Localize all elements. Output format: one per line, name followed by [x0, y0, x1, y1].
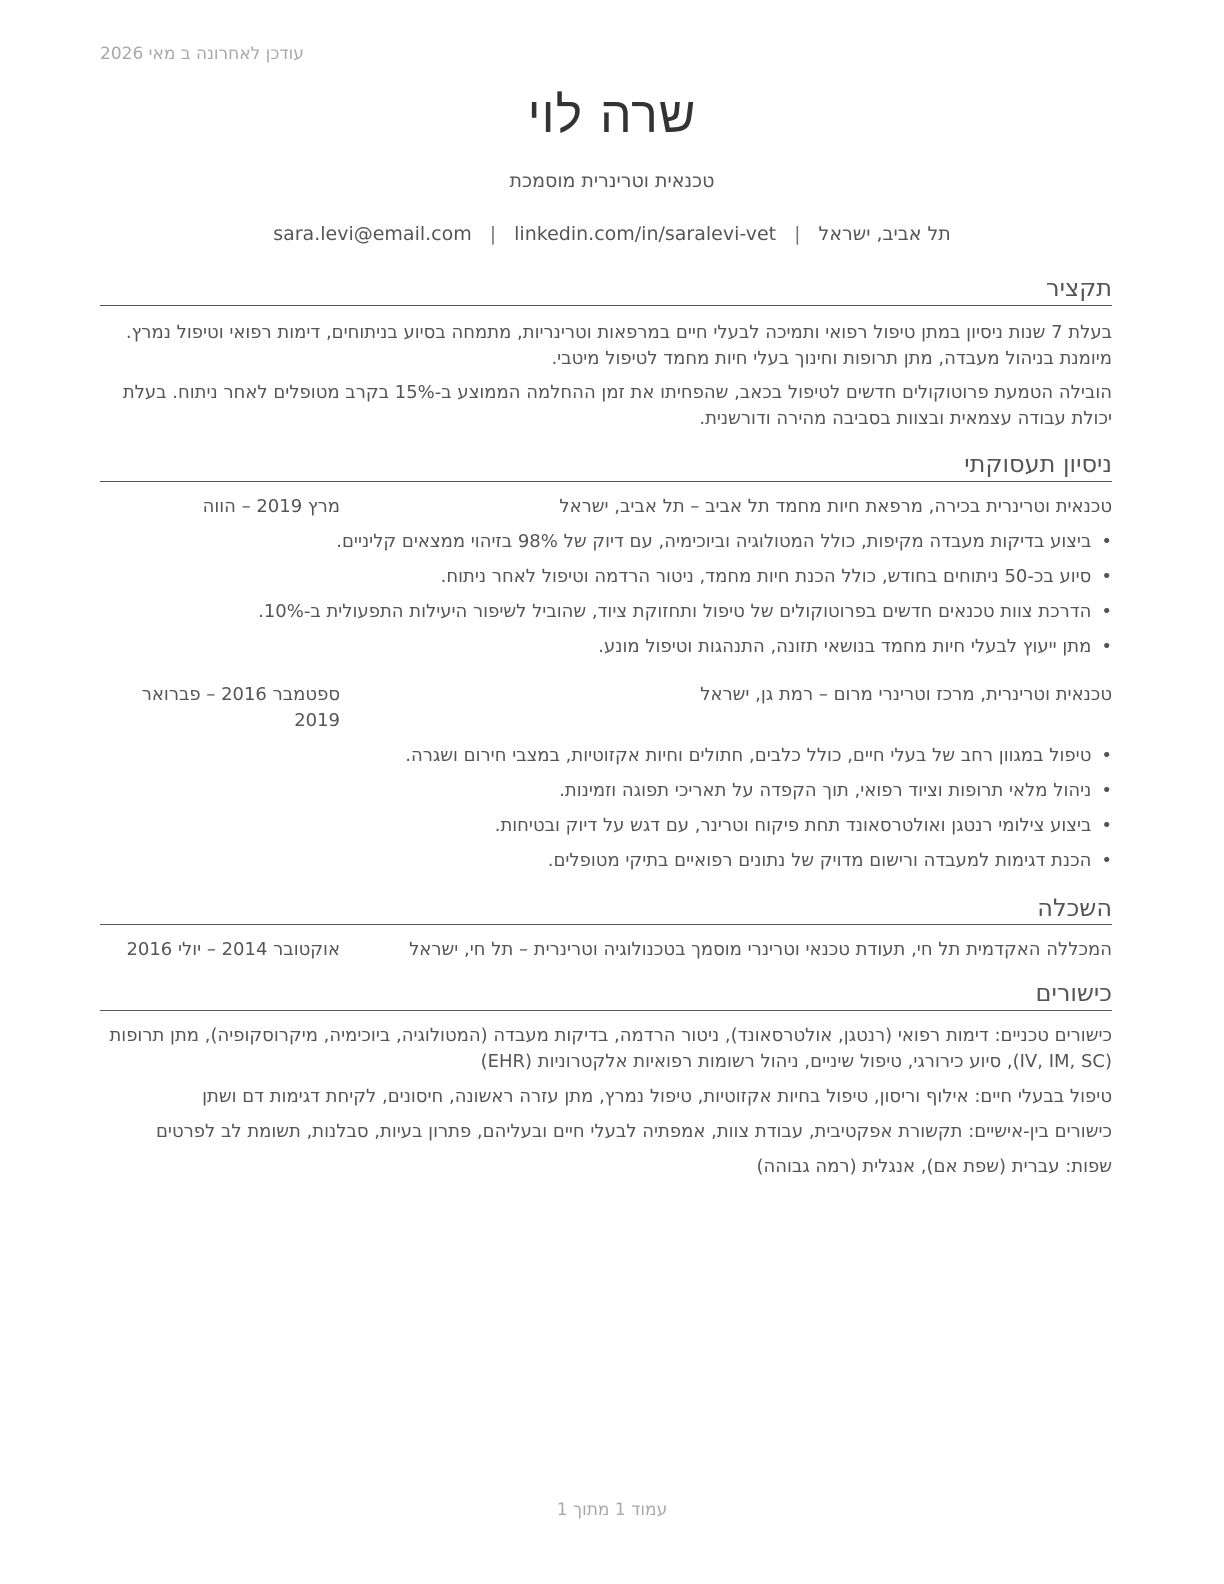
job-dates: ספטמבר 2016 – פברואר 2019 — [141, 683, 340, 731]
education-institution: המכללה האקדמית תל חי, תעודת טכנאי וטרינרי מוסמך בטכנולוגיה וטרינרית – תל חי, ישראל — [409, 939, 1112, 961]
page-number: עמוד 1 מתוך 1 — [556, 1500, 668, 1520]
contact-line — [0, 223, 1224, 245]
skills-line: כישורים טכניים: דימות רפואי (רנטגן, אולטרסאונד), ניטור הרדמה, בדיקות מעבדה (המטולוגיה, ביוכימיה, מיקרוסקופיה), מתן תרופות (IV, IM, SC), סיוע כירורגי, טיפול שיניים, ניהול רשומות רפואיות אלקטרוניות (EHR) — [109, 1025, 1112, 1073]
section-heading-summary: תקציר — [100, 274, 1112, 306]
section-heading-education: השכלה — [100, 894, 1112, 926]
summary-paragraph: הובילה הטמעת פרוטוקולים חדשים לטיפול בכאב, שהפחיתו את זמן ההחלמה הממוצע ב-15% בקרב מטופלים לאחר ניתוח. בעלת יכולת עבודה עצמאית ובצוות בסביבה מהירה ודורשנית. — [122, 381, 1112, 429]
resume-content — [100, 274, 1112, 1180]
list-item: • הכנת דגימות למעבדה ורישום מדויק של נתונים רפואיים בתיקי מטופלים. — [100, 843, 1112, 878]
contact-location: תל אביב, ישראל — [818, 223, 951, 245]
skills-line: טיפול בבעלי חיים: אילוף וריסון, טיפול בחיות אקזוטיות, טיפול נמרץ, מתן עזרה ראשונה, חיסונים, לקיחת דגימות דם ושתן — [202, 1086, 1112, 1108]
job-entry — [100, 682, 1112, 878]
candidate-name: שרה לוי — [527, 86, 697, 144]
section-heading-skills: כישורים — [100, 979, 1112, 1011]
job-role: טכנאית וטרינרית, מרכז וטרינרי מרום – רמת גן, ישראל — [700, 683, 1112, 705]
summary-paragraph: בעלת 7 שנות ניסיון במתן טיפול רפואי ותמיכה לבעלי חיים במרפאות וטרינריות, מתמחה בסיוע בניתוחים, דימות רפואי וטיפול נמרץ. מיומנת בניהול מעבדה, מתן תרופות וחינוך בעלי חיות מחמד לטיפול מיטבי. — [125, 321, 1112, 369]
contact-linkedin[interactable]: linkedin.com/in/saralevi-vet — [514, 223, 777, 245]
list-item: • סיוע בכ-50 ניתוחים בחודש, כולל הכנת חיות מחמד, ניטור הרדמה וטיפול לאחר ניתוח. — [100, 559, 1112, 594]
job-bullets — [100, 524, 1112, 664]
job-dates: מרץ 2019 – הווה — [202, 495, 340, 517]
list-item: • הדרכת צוות טכנאים חדשים בפרוטוקולים של טיפול ותחזוקת ציוד, שהוביל לשיפור היעילות התפעולית ב-10%. — [100, 594, 1112, 629]
list-item: • ניהול מלאי תרופות וציוד רפואי, תוך הקפדה על תאריכי תפוגה וזמינות. — [100, 773, 1112, 808]
skills-line: כישורים בין-אישיים: תקשורת אפקטיבית, עבודת צוות, אמפתיה לבעלי חיים ובעליהם, פתרון בעיות, סבלנות, תשומת לב לפרטים — [155, 1121, 1112, 1143]
skills-line: שפות: עברית (שפת אם), אנגלית (רמה גבוהה) — [756, 1156, 1112, 1178]
candidate-title: טכנאית וטרינרית מוסמכת — [509, 170, 715, 192]
section-heading-experience: ניסיון תעסוקתי — [100, 450, 1112, 482]
job-role: טכנאית וטרינרית בכירה, מרפאת חיות מחמד תל אביב – תל אביב, ישראל — [559, 495, 1112, 517]
list-item: • טיפול במגוון רחב של בעלי חיים, כולל כלבים, חתולים וחיות אקזוטיות, במצבי חירום ושגרה. — [100, 738, 1112, 773]
job-bullets — [100, 738, 1112, 878]
education-dates: אוקטובר 2014 – יולי 2016 — [126, 939, 340, 961]
contact-separator: | — [489, 223, 497, 245]
skills-list — [100, 1023, 1112, 1180]
contact-email[interactable]: sara.levi@email.com — [273, 223, 472, 245]
contact-separator: | — [794, 223, 801, 245]
list-item: • ביצוע צילומי רנטגן ואולטרסאונד תחת פיקוח וטרינר, עם דגש על דיוק ובטיחות. — [100, 808, 1112, 843]
job-entry — [100, 494, 1112, 664]
last-updated: עודכן לאחרונה ב מאי 2026 — [100, 44, 304, 64]
education-entry — [100, 937, 1112, 963]
list-item: • ביצוע בדיקות מעבדה מקיפות, כולל המטולוגיה וביוכימיה, עם דיוק של 98% בזיהוי ממצאים קליניים. — [100, 524, 1112, 559]
list-item: • מתן ייעוץ לבעלי חיות מחמד בנושאי תזונה, התנהגות וטיפול מונע. — [100, 629, 1112, 664]
